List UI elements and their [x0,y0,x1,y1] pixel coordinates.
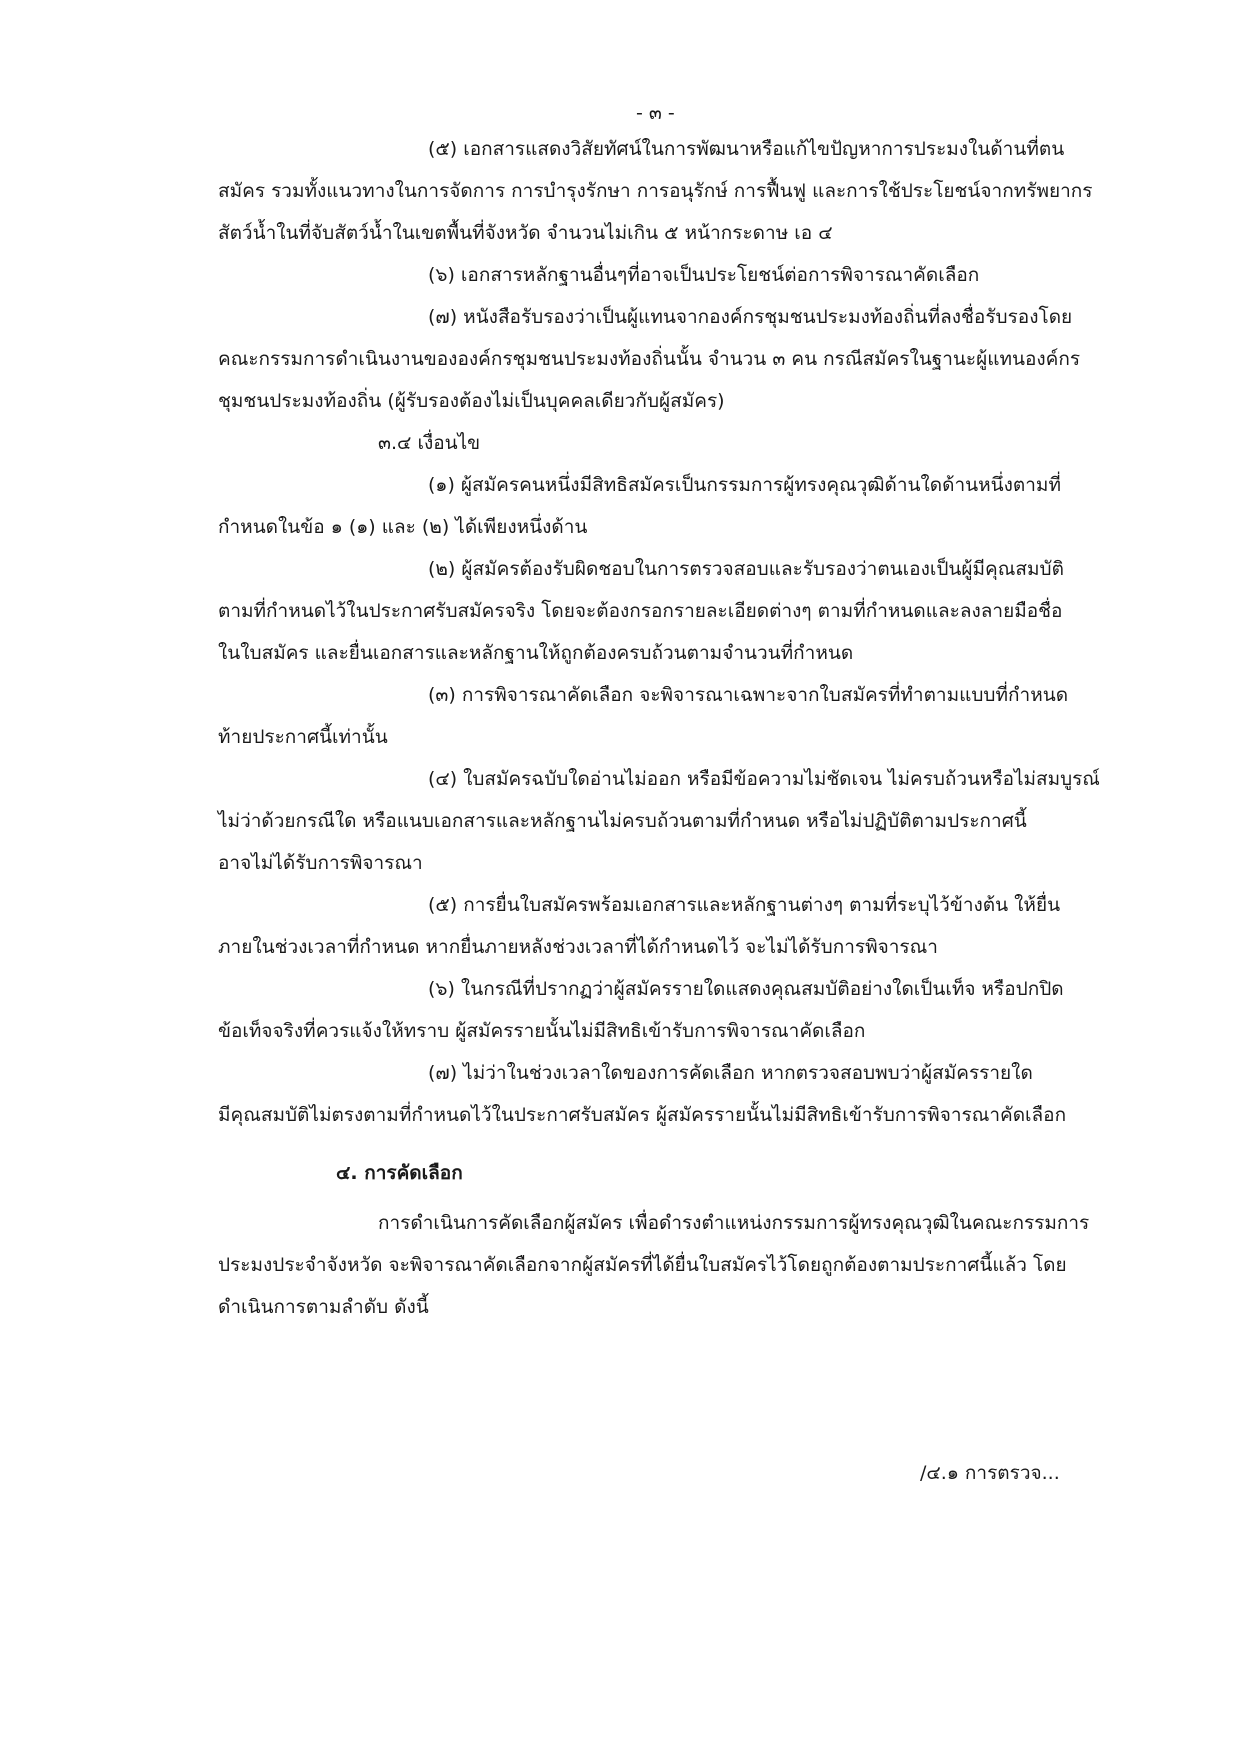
page-number: - ๓ - [636,102,675,124]
text-line: ท้ายประกาศนี้เท่านั้น [218,726,388,748]
text-line: ชุมชนประมงท้องถิ่น (ผู้รับรองต้องไม่เป็นบุคคลเดียวกับผู้สมัคร) [218,390,725,412]
text-line: (๖) ในกรณีที่ปรากฏว่าผู้สมัครรายใดแสดงคุณสมบัติอย่างใดเป็นเท็จ หรือปกปิด [428,978,1064,1000]
text-line: (๒) ผู้สมัครต้องรับผิดชอบในการตรวจสอบและรับรองว่าตนเองเป็นผู้มีคุณสมบัติ [428,558,1064,580]
text-line: (๖) เอกสารหลักฐานอื่นๆที่อาจเป็นประโยชน์ต่อการพิจารณาคัดเลือก [428,264,980,286]
text-line: การดำเนินการคัดเลือกผู้สมัคร เพื่อดำรงตำแหน่งกรรมการผู้ทรงคุณวุฒิในคณะกรรมการ [378,1212,1090,1234]
text-line: ตามที่กำหนดไว้ในประกาศรับสมัครจริง โดยจะต้องกรอกรายละเอียดต่างๆ ตามที่กำหนดและลงลายมือชื่อ [218,600,1063,622]
text-line: (๔) ใบสมัครฉบับใดอ่านไม่ออก หรือมีข้อความไม่ชัดเจน ไม่ครบถ้วนหรือไม่สมบูรณ์ [428,768,1100,790]
text-line: (๓) การพิจารณาคัดเลือก จะพิจารณาเฉพาะจากใบสมัครที่ทำตามแบบที่กำหนด [428,684,1069,706]
text-line: อาจไม่ได้รับการพิจารณา [218,852,423,874]
text-line: มีคุณสมบัติไม่ตรงตามที่กำหนดไว้ในประกาศรับสมัคร ผู้สมัครรายนั้นไม่มีสิทธิเข้ารับการพิจารณาคัดเลือก [218,1104,1067,1126]
section-heading: ๔. การคัดเลือก [336,1162,463,1184]
text-line: ดำเนินการตามลำดับ ดังนี้ [218,1296,429,1318]
text-line: สัตว์น้ำในที่จับสัตว์น้ำในเขตพื้นที่จังหวัด จำนวนไม่เกิน ๕ หน้ากระดาษ เอ ๔ [218,222,833,244]
text-line: ไม่ว่าด้วยกรณีใด หรือแนบเอกสารและหลักฐานไม่ครบถ้วนตามที่กำหนด หรือไม่ปฏิบัติตามประกาศนี้ [218,810,1027,832]
continuation-reference: /๔.๑ การตรวจ... [920,1462,1060,1484]
text-line: คณะกรรมการดำเนินงานขององค์กรชุมชนประมงท้องถิ่นนั้น จำนวน ๓ คน กรณีสมัครในฐานะผู้แทนองค์กร [218,348,1081,370]
text-line: (๗) ไม่ว่าในช่วงเวลาใดของการคัดเลือก หากตรวจสอบพบว่าผู้สมัครรายใด [428,1062,1033,1084]
text-line: (๗) หนังสือรับรองว่าเป็นผู้แทนจากองค์กรชุมชนประมงท้องถิ่นที่ลงชื่อรับรองโดย [428,306,1073,328]
text-line: ประมงประจำจังหวัด จะพิจารณาคัดเลือกจากผู้สมัครที่ได้ยื่นใบสมัครไว้โดยถูกต้องตามประกาศนี้แล้ว โดย [218,1254,1067,1276]
text-line: (๑) ผู้สมัครคนหนึ่งมีสิทธิสมัครเป็นกรรมการผู้ทรงคุณวุฒิด้านใดด้านหนึ่งตามที่ [428,474,1061,496]
text-line: ภายในช่วงเวลาที่กำหนด หากยื่นภายหลังช่วงเวลาที่ได้กำหนดไว้ จะไม่ได้รับการพิจารณา [218,936,938,958]
text-line: (๕) การยื่นใบสมัครพร้อมเอกสารและหลักฐานต่างๆ ตามที่ระบุไว้ข้างต้น ให้ยื่น [428,894,1061,916]
text-line: ในใบสมัคร และยื่นเอกสารและหลักฐานให้ถูกต้องครบถ้วนตามจำนวนที่กำหนด [218,642,854,664]
section-heading: ๓.๔ เงื่อนไข [378,432,481,454]
text-line: ข้อเท็จจริงที่ควรแจ้งให้ทราบ ผู้สมัครรายนั้นไม่มีสิทธิเข้ารับการพิจารณาคัดเลือก [218,1020,866,1042]
text-line: (๕) เอกสารแสดงวิสัยทัศน์ในการพัฒนาหรือแก้ไขปัญหาการประมงในด้านที่ตน [428,138,1065,160]
text-line: สมัคร รวมทั้งแนวทางในการจัดการ การบำรุงรักษา การอนุรักษ์ การฟื้นฟู และการใช้ประโยชน์จากทรัพยากร [218,180,1093,202]
text-line: กำหนดในข้อ ๑ (๑) และ (๒) ได้เพียงหนึ่งด้าน [218,516,588,538]
